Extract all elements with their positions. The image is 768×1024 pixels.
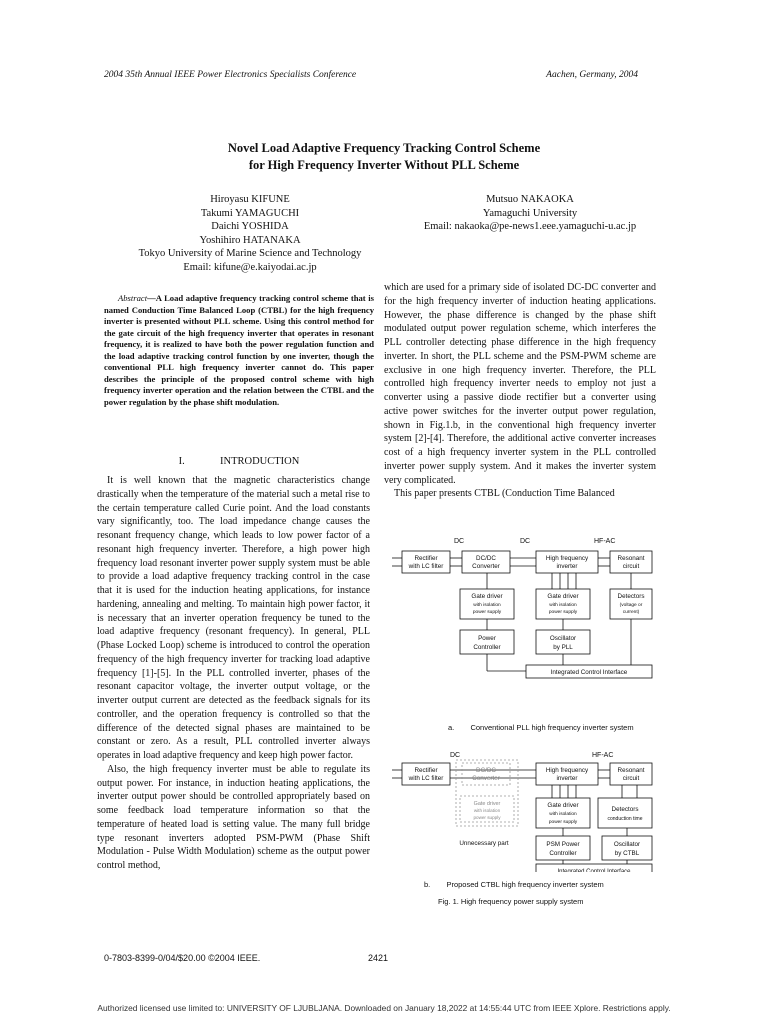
authors-left: [100, 193, 400, 274]
label-dc2: DC: [520, 538, 531, 545]
power-controller-label: Controller: [473, 644, 501, 651]
resonant-label: circuit: [622, 563, 640, 570]
affiliation: Tokyo University of Marine Science and Technology: [138, 248, 362, 259]
author-name: Yoshihiro HATANAKA: [199, 234, 301, 246]
author-email: Email: nakaoka@pe-news1.eee.yamaguchi-u.ac.jp: [423, 221, 637, 232]
power-controller-label: Power: [478, 635, 496, 642]
license-notice: Authorized licensed use limited to: UNIVERSITY OF LJUBLJANA. Downloaded on January 18,2022 at 14:55:44 UTC from IEEE Xplore. Restrictions apply.: [97, 1003, 671, 1013]
detectors-label: Detectors: [611, 806, 639, 813]
figure-a-caption: [448, 723, 634, 732]
resonant-label: Resonant: [617, 767, 645, 774]
abstract-text: A Load adaptive frequency tracking control scheme that is named Conduction Time Balanced Loop (CTBL) for the high frequency inverter is presented without PLL scheme. Using this control method for the gate circuit of the high frequency inverter that operates in resonant frequency, it is realized to have both the power regulation function and the load adaptive tracking control function by one inverter, though the conventional PLL high frequency inverter cannot do. This paper describes the principle of the proposed control scheme with high frequency inverter operation and the relation between the CTBL and the power regulation by the phase shift modulation.: [104, 293, 374, 407]
section-title: INTRODUCTION: [220, 456, 300, 467]
author-name: Daichi YOSHIDA: [211, 221, 289, 232]
label-dc1: DC: [454, 538, 465, 545]
abstract-block: [104, 293, 374, 408]
label-hfac: HF-AC: [592, 752, 614, 759]
rectifier-label: with LC filter: [408, 775, 444, 782]
copyright: 0-7803-8399-0/04/$20.00 ©2004 IEEE.: [104, 953, 261, 963]
unnecessary-label: Unnecessary part: [459, 840, 509, 847]
paper-title-line1: Novel Load Adaptive Frequency Tracking Control Scheme: [227, 141, 541, 155]
left-column-body: [97, 474, 370, 873]
right-column-body: [384, 281, 656, 501]
section-heading: [104, 456, 374, 467]
detectors-label: Detectors: [617, 593, 645, 600]
figure-a-diagram: [392, 534, 662, 684]
gate-driver-label: Gate driver: [547, 802, 579, 809]
figure-a: [392, 534, 662, 684]
inverter-label: inverter: [556, 775, 578, 782]
paragraph: This paper presents CTBL (Conduction Time Balanced: [394, 488, 615, 500]
gate-driver-label: with isolation: [473, 808, 501, 813]
oscillator-label: Oscillator: [613, 841, 641, 848]
page-number: 2421: [368, 953, 389, 963]
resonant-label: Resonant: [617, 555, 645, 562]
conference-header: 2004 35th Annual IEEE Power Electronics Specialists Conference: [104, 70, 357, 80]
detectors-label: conduction time: [607, 816, 643, 822]
authors-right: [370, 193, 690, 234]
section-number: I.: [178, 456, 185, 467]
abstract-dash: —: [147, 293, 156, 303]
detectors-label: (voltage or: [619, 603, 643, 608]
paragraph: It is well known that the magnetic characteristics change drastically when the temperature of the material such a metal rise to the certain temperature called Curie point. And the load constants vary significantly, too. The load impedance change causes the resonant frequency change, which leads to low power factor of a resonant high frequency inverter. Therefore, a high power high frequency load resonant inverter power supply system must be able to provide a load adaptive frequency tracking control in the case that it is used for the induction heating applications, for instance hardening, annealing and melting. To maintain high power factor, it is necessary that an inverter operation frequency be tuned to the load adaptive frequency (resonant frequency). In general, PLL (Phase Locked Loop) scheme is introduced to control the operation frequency of the high frequency inverter for tracking load adaptive frequency [1]-[5]. In the PLL controlled inverter, phases of the resonant capacitor voltage, the inverter output voltage, or the inverter output current are detected as the feedback signals for its controller, and the operation frequency is controlled so that the difference of the detected signal phases are maintained to be constant or zero. As a result, PLL controlled inverter always operates in load adaptive frequency and keep high power factor.: [97, 475, 370, 761]
abstract: [104, 293, 374, 408]
rectifier-label: with LC filter: [408, 563, 444, 570]
author-email: Email: kifune@e.kaiyodai.ac.jp: [183, 261, 317, 273]
gate-driver-label: power supply: [548, 820, 578, 825]
label-hfac: HF-AC: [594, 538, 616, 545]
gate-driver-label: with isolation: [549, 812, 577, 817]
ici-label: Integrated Control Interface: [557, 869, 631, 872]
author-name: Takumi YAMAGUCHI: [200, 207, 300, 219]
oscillator-label: by CTBL: [614, 850, 640, 857]
figure-b-diagram: [392, 748, 662, 872]
oscillator-label: Oscillator: [549, 635, 577, 642]
abstract-label: Abstract: [118, 293, 148, 303]
label-dc: DC: [450, 752, 461, 759]
psm-label: Controller: [549, 850, 577, 857]
paragraph: which are used for a primary side of isolated DC-DC converter and for the high frequency inverter of induction heating applications. However, the phase difference is changed by the phase shift modulated output power regulation scheme, which interferes the PLL controller detecting phase difference in the high frequency inverter. In short, the PLL scheme and the PSM-PWM scheme are exclusive in one high frequency inverter. Therefore, the PLL controlled high frequency inverter needs to employ not just a converter using a passive diode rectifier but a converter using active power switches for the inverter output power regulation, shown in Fig.1.b, in the conventional high frequency inverter system [2]-[4]. Therefore, the additional active converter increases cost of a high frequency inverter system in the PLL controlled inverter power supply system. And it makes the inverter system very complicated.: [384, 282, 656, 486]
gate-driver-label: Gate driver: [471, 593, 503, 600]
resonant-label: circuit: [622, 775, 640, 782]
detectors-block: [598, 798, 652, 828]
gate-driver-label: power supply: [473, 815, 501, 820]
gate-driver-label: power supply: [472, 610, 502, 615]
detectors-label: current): [622, 610, 640, 615]
gate-driver-label: power supply: [548, 610, 578, 615]
dcdc-label: DC/DC: [476, 555, 496, 562]
dcdc-label: Converter: [472, 775, 500, 782]
oscillator-label: by PLL: [553, 644, 573, 651]
gate-driver-label: with isolation: [473, 603, 501, 608]
rectifier-label: Rectifier: [414, 555, 438, 562]
figure-b: [392, 748, 662, 872]
author-name: Hiroyasu KIFUNE: [210, 194, 290, 205]
gate-driver-label: Gate driver: [473, 801, 501, 807]
caption-letter: b.: [424, 880, 431, 889]
gate-driver-label: with isolation: [549, 603, 577, 608]
inverter-label: High frequency: [545, 555, 589, 562]
location-header: Aachen, Germany, 2004: [546, 70, 638, 80]
caption-text: Proposed CTBL high frequency inverter system: [446, 880, 604, 889]
caption-letter: a.: [448, 723, 455, 732]
rectifier-label: Rectifier: [414, 767, 438, 774]
caption-text: Conventional PLL high frequency inverter system: [470, 723, 634, 732]
inverter-label: inverter: [556, 563, 578, 570]
figure-b-caption: [424, 880, 604, 889]
dcdc-label: DC/DC: [476, 767, 496, 774]
psm-label: PSM Power: [546, 841, 580, 848]
author-name: Mutsuo NAKAOKA: [486, 194, 574, 205]
inverter-label: High frequency: [545, 767, 589, 774]
affiliation: Yamaguchi University: [482, 207, 578, 219]
paragraph: Also, the high frequency inverter must be able to regulate its output power. For instance, in induction heating applications, the inverter output power should be controlled appropriately based on some feedback load temperature information so that the temperature of heated load is setting value. The many full bridge type resonant inverters adopted PSM-PWM (Phase Shift Modulation - Pulse Width Modulation) scheme as the output power control method,: [97, 763, 370, 871]
dcdc-label: Converter: [472, 563, 500, 570]
figure-caption: Fig. 1. High frequency power supply system: [438, 897, 584, 906]
paper-title-line2: for High Frequency Inverter Without PLL Scheme: [248, 158, 520, 172]
gate-driver-label: Gate driver: [547, 593, 579, 600]
ici-label: Integrated Control Interface: [550, 669, 628, 676]
